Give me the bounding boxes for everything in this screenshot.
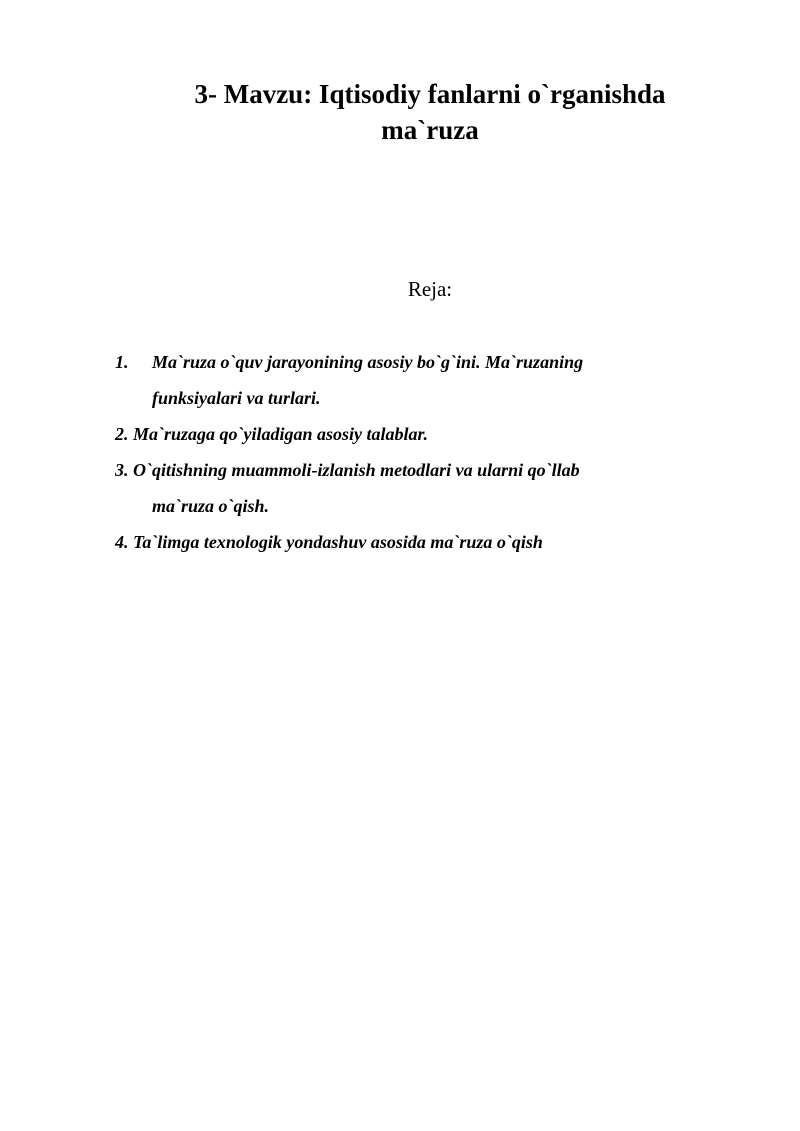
plan-item-number: 4. [115, 532, 129, 552]
page-title [130, 76, 730, 148]
title-line-1: 3- Mavzu: Iqtisodiy fanlarni o`rganishda [194, 79, 666, 109]
title-line-2: ma`ruza [381, 115, 479, 145]
plan-item-number: 3. [115, 460, 129, 480]
plan-item-text: O`qitishning muammoli-izlanish metodlari va ularni qo`llab [133, 460, 580, 480]
plan-item-text: Ma`ruzaga qo`yiladigan asosiy talablar. [133, 424, 429, 444]
plan-list [115, 344, 755, 560]
plan-item-3 [115, 452, 755, 524]
plan-item-text: Ma`ruza o`quv jarayonining asosiy bo`g`ini. Ma`ruzaning [152, 352, 584, 372]
plan-item-2 [115, 416, 755, 452]
plan-heading: Reja: [407, 277, 453, 301]
plan-item-4 [115, 524, 755, 560]
plan-item-number: 2. [115, 424, 129, 444]
plan-item-text-continued: ma`ruza o`qish. [152, 496, 270, 516]
plan-item-1 [115, 344, 755, 416]
plan-item-text: Ta`limga texnologik yondashuv asosida ma`ruza o`qish [133, 532, 543, 552]
plan-item-number: 1. [115, 352, 129, 372]
plan-item-text-continued: funksiyalari va turlari. [152, 388, 321, 408]
